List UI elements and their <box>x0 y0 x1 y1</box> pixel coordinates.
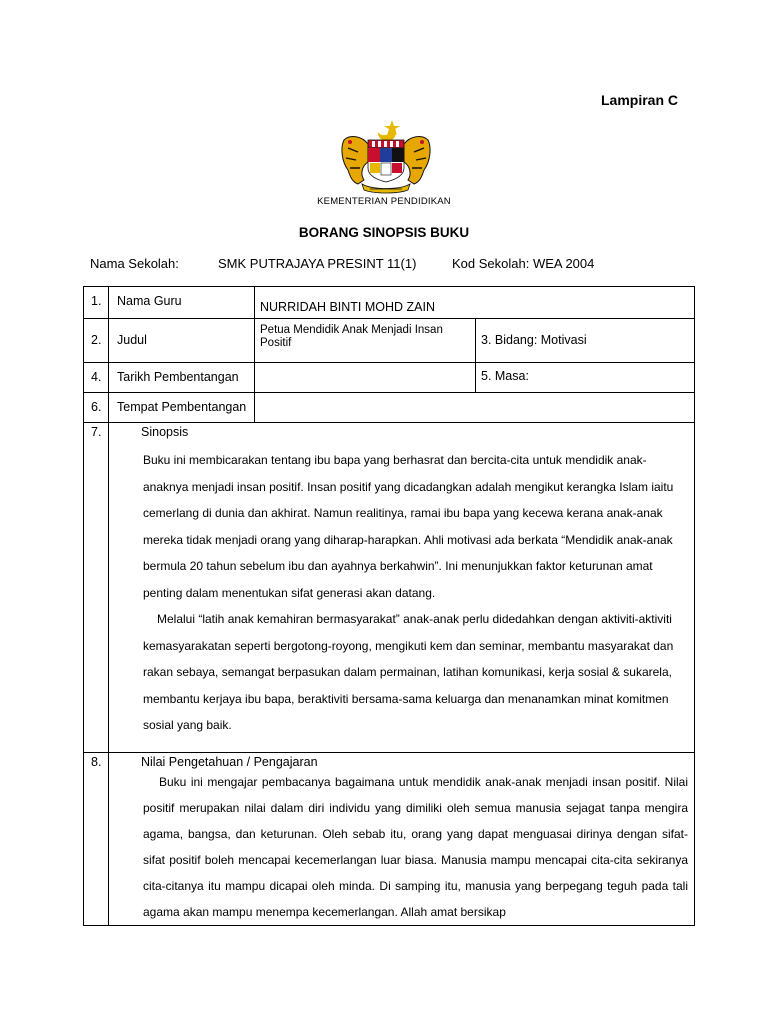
label-tempat-pembentangan: Tempat Pembentangan <box>109 393 255 423</box>
coat-of-arms-logo <box>338 118 434 194</box>
row-number: 1. <box>84 287 109 319</box>
sinopsis-paragraph-1: Buku ini membicarakan tentang ibu bapa yang berhasrat dan bercita-cita untuk mendidik anak-anaknya menjadi insan positif. Insan positif yang dicadangkan adalah mengikut kerangka Islam iaitu cemerlang di dunia dan akhirat. Namun realitinya, ramai ibu bapa yang kecewa kerana anak-anak mereka tidak menjadi orang yang diharap-harapkan. Ahli motivasi ada berkata “Mendidik anak-anak bermula 20 tahun sebelum ibu dan ayahnya berkahwin”. Ini menunjukkan faktor keturunan amat penting dalam menentukan sifat generasi akan datang. <box>143 453 674 600</box>
bidang-field: 3. Bidang: Motivasi <box>476 319 695 363</box>
masa-field: 5. Masa: <box>476 363 695 393</box>
label-sinopsis: Sinopsis <box>141 425 189 439</box>
lampiran-label: Lampiran C <box>600 92 678 108</box>
label-nama-guru: Nama Guru <box>109 287 255 319</box>
row-number: 4. <box>84 363 109 393</box>
form-title: BORANG SINOPSIS BUKU <box>298 225 470 240</box>
row-tarikh <box>84 363 695 393</box>
synopsis-form-table <box>83 286 695 926</box>
school-name-label: Nama Sekolah: <box>90 256 179 271</box>
value-tempat-pembentangan <box>255 393 695 423</box>
nilai-content <box>109 753 695 926</box>
row-tempat <box>84 393 695 423</box>
row-number: 7. <box>84 423 109 753</box>
row-number: 8. <box>84 753 109 926</box>
row-number: 6. <box>84 393 109 423</box>
value-nama-guru: NURRIDAH BINTI MOHD ZAIN <box>255 287 695 319</box>
row-sinopsis <box>84 423 695 753</box>
row-nilai <box>84 753 695 926</box>
label-tarikh-pembentangan: Tarikh Pembentangan <box>109 363 255 393</box>
ministry-name: KEMENTERIAN PENDIDIKAN <box>317 196 451 207</box>
sinopsis-paragraph-2: Melalui “latih anak kemahiran bermasyarakat” anak-anak perlu didedahkan dengan aktiviti-aktiviti kemasyarakatan seperti bergotong-royong, mengikuti kem dan seminar, membantu masyarakat dan rakan sebaya, semangat berpasukan dalam permainan, latihan komunikasi, kerja sosial & sukarela, membantu kerjaya ibu bapa, beraktiviti bersama-sama keluarga dan menanamkan minat komitmen sosial yang baik. <box>143 612 674 732</box>
label-nilai-pengetahuan: Nilai Pengetahuan / Pengajaran <box>141 755 318 769</box>
school-name-value: SMK PUTRAJAYA PRESINT 11(1) <box>218 256 417 271</box>
value-tarikh-pembentangan <box>255 363 476 393</box>
row-nama-guru <box>84 287 695 319</box>
row-judul <box>84 319 695 363</box>
sinopsis-content <box>109 423 695 753</box>
row-number: 2. <box>84 319 109 363</box>
school-code: Kod Sekolah: WEA 2004 <box>452 256 595 271</box>
value-judul: Petua Mendidik Anak Menjadi Insan Positif <box>255 319 476 363</box>
label-judul: Judul <box>109 319 255 363</box>
nilai-paragraph: Buku ini mengajar pembacanya bagaimana untuk mendidik anak-anak menjadi insan positif. Nilai positif merupakan nilai dalam diri individu yang dimiliki oleh semua manusia sejagat tanpa mengira agama, bangsa, dan keturunan. Oleh sebab itu, orang yang dapat menguasai dirinya dengan sifat- sifat positif boleh mencapai kecemerlangan luar biasa. Manusia mampu mencapai cita-cita sekiranya cita-citanya itu mampu dicapai oleh minda. Di samping itu, manusia yang berpegang teguh pada tali agama akan mampu menempa kecemerlangan. Allah amat bersikap <box>143 775 688 919</box>
